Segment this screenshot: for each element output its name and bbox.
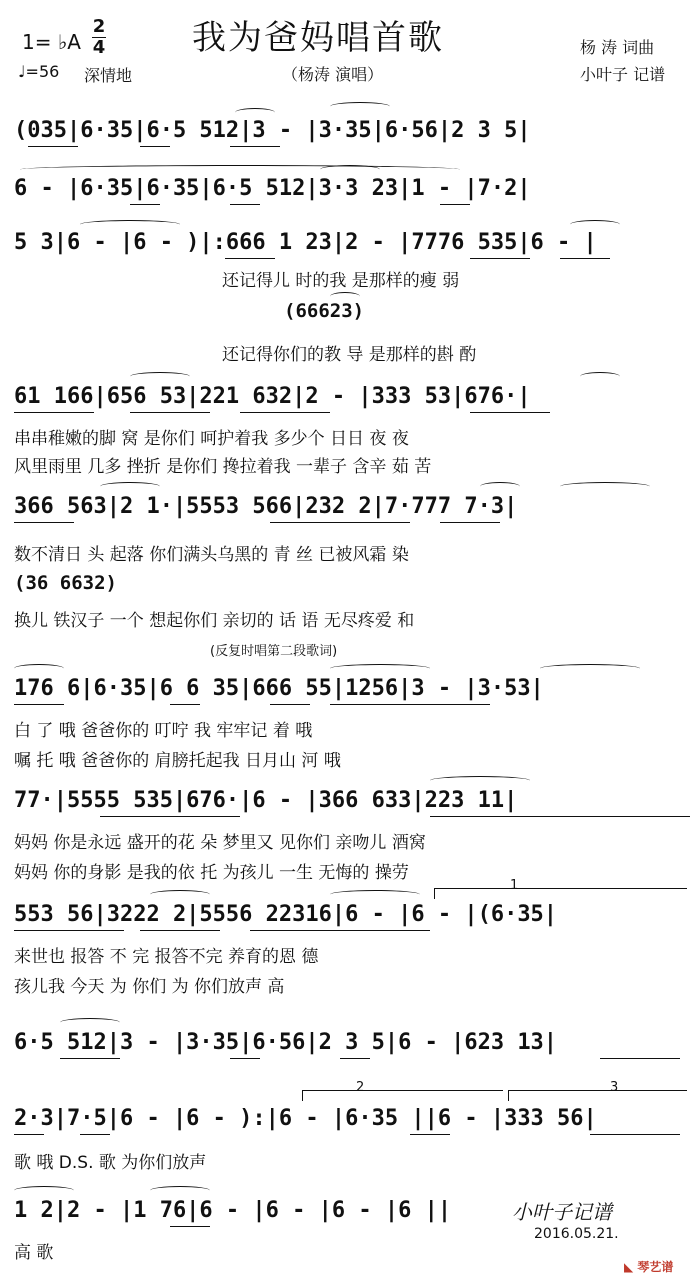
volta-1-label: 1 — [510, 878, 519, 893]
date: 2016.05.21. — [534, 1226, 619, 1242]
alt-lyric-line-5: 换儿 铁汉子 一个 想起你们 亲切的 话 语 无尽疼爱 和 — [14, 611, 415, 631]
score-line-6: 176 6|6·35|6 6 35|666 55|1256|3 - |3·53| — [14, 676, 544, 701]
volta-2 — [302, 1090, 503, 1101]
repeat-annotation: (反复时唱第二段歌词) — [210, 644, 338, 659]
lyric-line-3: 还记得儿 时的我 是那样的瘦 弱 — [222, 271, 460, 291]
lyric-line-10: 歌 哦 D.S. 歌 为你们放声 — [14, 1153, 207, 1173]
score-line-7: 77·|5555 535|676·|6 - |366 633|223 11| — [14, 788, 518, 813]
key-signature: 1= ♭A — [22, 30, 81, 54]
site-logo — [624, 1258, 673, 1275]
score-line-5: 366 563|2 1·|5553 566|232 2|7·777 7·3| — [14, 494, 518, 519]
signature: 小叶子记谱 — [512, 1200, 612, 1224]
score-line-4: 61 166|656 53|221 632|2 - |333 53|676·| — [14, 384, 531, 409]
time-bottom: 4 — [92, 37, 106, 58]
credits: 杨 涛 词曲 — [580, 38, 655, 57]
lyric-line-4b: 风里雨里 几多 挫折 是你们 搀拉着我 一辈子 含辛 茹 苦 — [14, 457, 432, 477]
score-line-10: 2·3|7·5|6 - |6 - ):|6 - |6·35 ||6 - |333 56| — [14, 1106, 597, 1131]
score-line-11: 1 2|2 - |1 76|6 - |6 - |6 - |6 || — [14, 1198, 452, 1223]
tempo: ♩=56 — [18, 62, 60, 81]
score-line-9: 6·5 512|3 - |3·35|6·56|2 3 5|6 - |623 13| — [14, 1030, 558, 1055]
lyric-line-6b: 嘱 托 哦 爸爸你的 肩膀托起我 日月山 河 哦 — [14, 751, 341, 771]
lyric-line-8b: 孩儿我 今天 为 你们 为 你们放声 高 — [14, 977, 285, 997]
volta-1 — [434, 888, 687, 899]
score-line-3: 5 3|6 - |6 - )|:666 1 23|2 - |7776 535|6 - | — [14, 230, 597, 255]
volta-2-label: 2 — [356, 1080, 365, 1095]
transcriber: 小叶子 记谱 — [580, 65, 666, 84]
logo-icon: ◣ — [624, 1260, 634, 1274]
alt-lyric-line-3: 还记得你们的教 导 是那样的斟 酌 — [222, 345, 477, 365]
alt-notes-3: (66623) — [284, 300, 365, 322]
lyric-line-6a: 白 了 哦 爸爸你的 叮咛 我 牢牢记 着 哦 — [14, 721, 313, 741]
score-line-1: (035|6·35|6·5 512|3 - |3·35|6·56|2 3 5| — [14, 118, 531, 143]
performer: （杨涛 演唱） — [282, 65, 384, 84]
lyric-line-5: 数不清日 头 起落 你们满头乌黑的 青 丝 已被风霜 染 — [14, 545, 409, 565]
page-title: 我为爸妈唱首歌 — [192, 18, 444, 58]
lyric-line-8a: 来世也 报答 不 完 报答不完 养育的恩 德 — [14, 947, 319, 967]
volta-3-label: 3 — [610, 1080, 619, 1095]
time-top: 2 — [92, 16, 106, 37]
logo-text: 琴艺谱 — [637, 1260, 674, 1274]
expression: 深情地 — [84, 66, 133, 85]
alt-notes-5: (36 6632) — [14, 572, 117, 594]
lyric-line-7a: 妈妈 你是永远 盛开的花 朵 梦里又 见你们 亲吻儿 酒窝 — [14, 833, 426, 853]
score-line-8: 553 56|3222 2|5556 22316|6 - |6 - |(6·35| — [14, 902, 558, 927]
lyric-line-7b: 妈妈 你的身影 是我的依 托 为孩儿 一生 无悔的 操劳 — [14, 863, 409, 883]
score-line-2: 6 - |6·35|6·35|6·5 512|3·3 23|1 - |7·2| — [14, 176, 531, 201]
lyric-line-11: 高 歌 — [14, 1243, 54, 1263]
time-signature — [92, 18, 106, 57]
volta-3 — [508, 1090, 687, 1101]
lyric-line-4a: 串串稚嫩的脚 窝 是你们 呵护着我 多少个 日日 夜 夜 — [14, 429, 409, 449]
